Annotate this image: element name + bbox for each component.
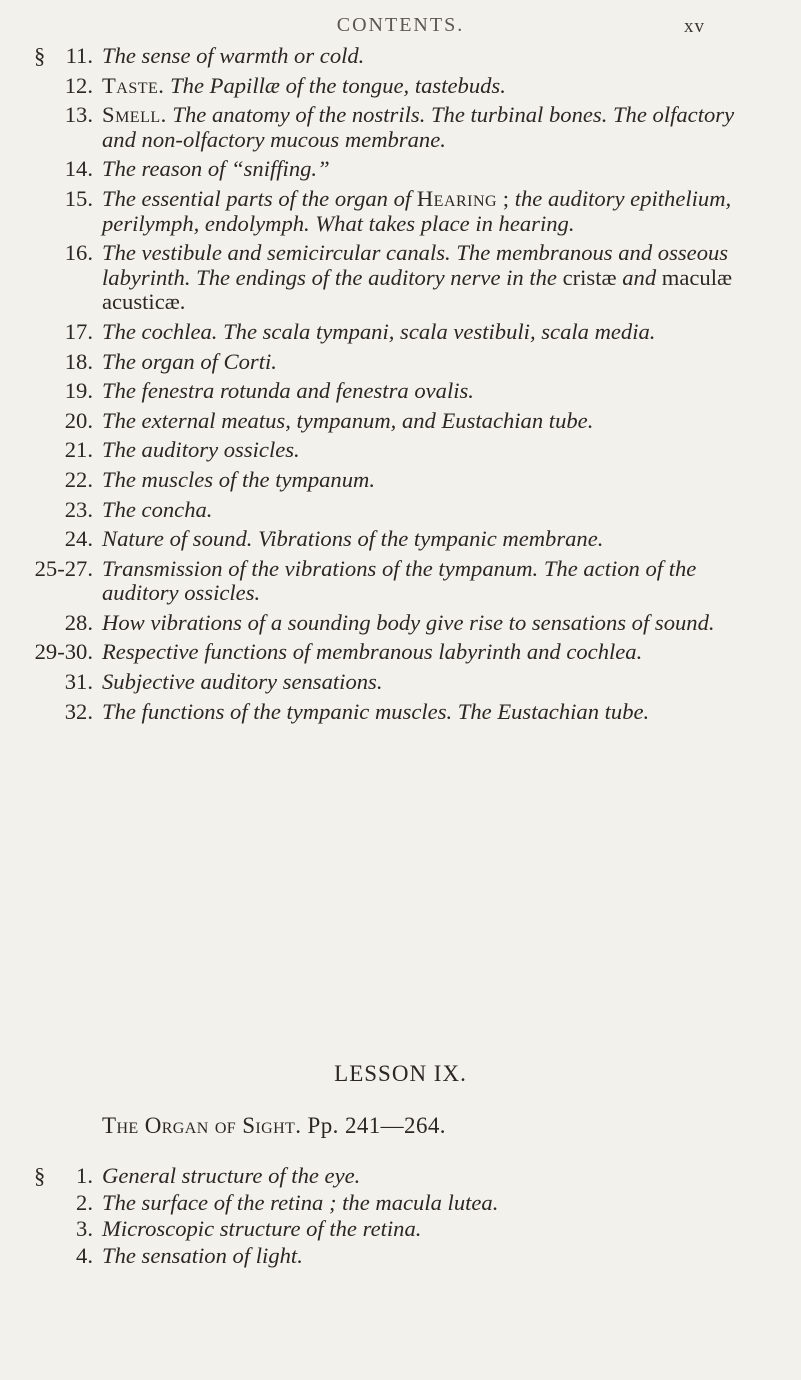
- contents-entry: [0, 527, 801, 552]
- entry-text: [102, 498, 747, 523]
- entry-text-segment: Taste.: [102, 72, 165, 98]
- contents-entry: [0, 468, 801, 493]
- entry-text: [102, 103, 747, 152]
- entry-text: [102, 1244, 747, 1269]
- entry-number: 15.: [64, 185, 93, 211]
- entry-text: [102, 409, 747, 434]
- entry-text-segment: Nature of sound. Vibrations of the tympanic membrane.: [102, 526, 604, 552]
- lesson-heading: LESSON IX.: [334, 1061, 467, 1086]
- entry-text-segment: The essential parts of the organ of: [102, 185, 417, 211]
- entry-text: [102, 350, 747, 375]
- entry-text-segment: cristæ: [562, 264, 617, 290]
- entry-text-segment: Microscopic structure of the retina.: [102, 1216, 422, 1242]
- entry-text-segment: Smell.: [102, 102, 167, 128]
- contents-entry: [0, 557, 801, 606]
- contents-entry: [0, 157, 801, 182]
- entry-text: [102, 700, 747, 725]
- contents-entry: [0, 103, 801, 152]
- entry-text-segment: The fenestra rotunda and fenestra ovalis.: [102, 378, 474, 404]
- entry-text-segment: The reason of “sniffing.”: [102, 156, 330, 182]
- entry-text: [102, 438, 747, 463]
- entry-text-segment: The anatomy of the nostrils. The turbinal bones. The olfactory and non-olfactory mucous membrane.: [102, 102, 735, 152]
- entry-text: [102, 157, 747, 182]
- contents-entry: [0, 611, 801, 636]
- entry-number: 25-27.: [34, 555, 93, 581]
- entry-text: [102, 468, 747, 493]
- entry-text: [102, 241, 747, 315]
- entry-text-segment: The muscles of the tympanum.: [102, 466, 375, 492]
- entry-text: [102, 611, 747, 636]
- entry-text: [102, 320, 747, 345]
- contents-entry: [0, 438, 801, 463]
- contents-entry: [0, 670, 801, 695]
- entry-number: 12.: [64, 72, 93, 98]
- entry-number: 4.: [76, 1242, 93, 1268]
- entry-number: 11.: [65, 43, 93, 68]
- entry-number: 32.: [64, 698, 93, 724]
- entry-number: 29-30.: [34, 639, 93, 665]
- contents-entry: [0, 74, 801, 99]
- entry-text-segment: The external meatus, tympanum, and Eustachian tube.: [102, 407, 594, 433]
- entry-text-segment: and: [616, 264, 662, 290]
- entry-number: 1.: [76, 1163, 93, 1188]
- running-head: [0, 14, 801, 40]
- lesson-contents-list: [0, 1164, 801, 1268]
- contents-entry: [0, 1217, 801, 1242]
- entry-text: [102, 1164, 747, 1189]
- contents-entry: [0, 379, 801, 404]
- entry-text-segment: Subjective auditory sensations.: [102, 669, 383, 695]
- section-sign: §: [34, 1163, 46, 1188]
- entry-text-segment: Respective functions of membranous labyrinth and cochlea.: [102, 639, 643, 665]
- entry-text-segment: General structure of the eye.: [102, 1163, 361, 1188]
- entry-text-segment: The Papillæ of the tongue, tastebuds.: [164, 72, 506, 98]
- contents-entry: [0, 241, 801, 315]
- entry-text: [102, 44, 747, 69]
- contents-entry: [0, 700, 801, 725]
- entry-text: [102, 527, 747, 552]
- contents-list: [0, 44, 801, 724]
- entry-text-segment: the auditory epithelium, perilymph, endolymph. What takes place in hearing.: [102, 185, 732, 236]
- entry-text-segment: ;: [497, 185, 515, 211]
- contents-entry: [0, 1164, 801, 1189]
- entry-text-segment: The auditory ossicles.: [102, 437, 300, 463]
- entry-number: 13.: [64, 102, 93, 128]
- entry-text: [102, 557, 747, 606]
- contents-entry: [0, 187, 801, 236]
- entry-number: 24.: [64, 526, 93, 552]
- page-number: xv: [684, 16, 705, 37]
- entry-number: 14.: [64, 156, 93, 182]
- contents-entry: [0, 498, 801, 523]
- entry-text-segment: How vibrations of a sounding body give rise to sensations of sound.: [102, 609, 715, 635]
- contents-entry: [0, 320, 801, 345]
- entry-number: 19.: [64, 378, 93, 404]
- entry-number: 17.: [64, 318, 93, 344]
- entry-text-segment: The vestibule and semicircular canals. The membranous and osseous labyrinth. The endings of the auditory nerve in the: [102, 240, 729, 290]
- entry-text: [102, 74, 747, 99]
- entry-text-segment: The cochlea. The scala tympani, scala vestibuli, scala media.: [102, 318, 656, 344]
- contents-entry: [0, 409, 801, 434]
- entry-text: [102, 379, 747, 404]
- entry-number: 31.: [64, 669, 93, 695]
- entry-text-segment: The concha.: [102, 496, 213, 522]
- entry-number: 23.: [64, 496, 93, 522]
- entry-number: 28.: [64, 609, 93, 635]
- entry-number: 3.: [76, 1216, 93, 1242]
- lesson-pages: Pp. 241—264.: [307, 1113, 446, 1138]
- entry-number: 22.: [64, 466, 93, 492]
- contents-entry: [0, 1244, 801, 1269]
- entry-text-segment: The surface of the retina ; the macula lutea.: [102, 1189, 499, 1215]
- contents-entry: [0, 640, 801, 665]
- lesson-subheading: [102, 1113, 446, 1139]
- entry-number: 2.: [76, 1189, 93, 1215]
- entry-text: [102, 1217, 747, 1242]
- entry-number: 16.: [64, 240, 93, 266]
- entry-text: [102, 670, 747, 695]
- contents-entry: [0, 1191, 801, 1216]
- entry-number: 20.: [64, 407, 93, 433]
- section-sign: §: [34, 43, 46, 68]
- contents-entry: [0, 44, 801, 69]
- entry-text-segment: The sensation of light.: [102, 1242, 303, 1268]
- entry-text-segment: maculæ acusticæ.: [102, 264, 733, 315]
- running-title: CONTENTS.: [336, 14, 465, 36]
- entry-text: [102, 640, 747, 665]
- entry-text-segment: The functions of the tympanic muscles. The Eustachian tube.: [102, 698, 650, 724]
- entry-text-segment: The sense of warmth or cold.: [102, 43, 365, 68]
- entry-number: 21.: [64, 437, 93, 463]
- lesson-title: The Organ of Sight.: [102, 1113, 302, 1138]
- entry-number: 18.: [64, 348, 93, 374]
- contents-entry: [0, 350, 801, 375]
- entry-text-segment: Hearing: [416, 185, 498, 211]
- entry-text: [102, 187, 747, 236]
- entry-text-segment: Transmission of the vibrations of the tympanum. The action of the auditory ossicles.: [102, 555, 697, 606]
- entry-text-segment: The organ of Corti.: [102, 348, 277, 374]
- entry-text: [102, 1191, 747, 1216]
